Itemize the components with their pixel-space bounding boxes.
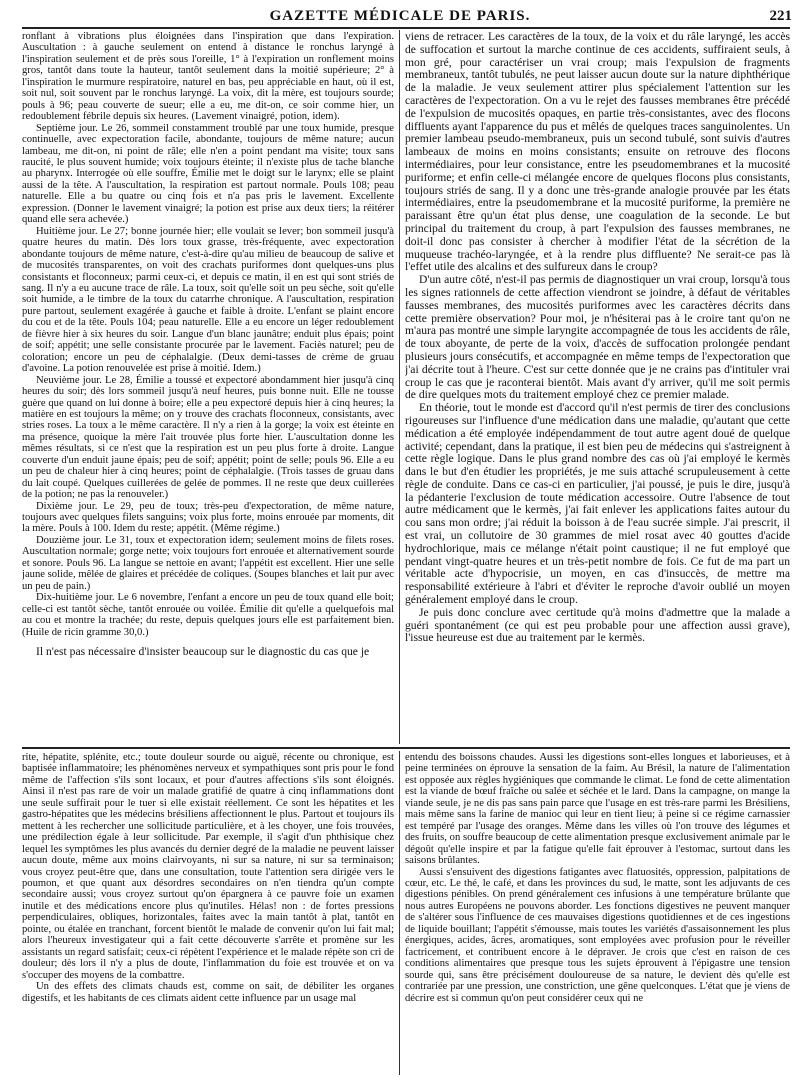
paragraph: Dixième jour. Le 29, peu de toux; très-peu d'expectoration, de même nature, toujours avec quelques filets sanguins; voix plus forte, moins enrouée par moments, dit la mère. Pouls à 100. Idem du reste; appétit. (Même régime.) [22, 500, 394, 535]
page-header [0, 6, 800, 28]
running-title: GAZETTE MÉDICALE DE PARIS. [269, 8, 531, 24]
page-number: 221 [769, 8, 792, 24]
paragraph: En théorie, tout le monde est d'accord qu'il n'est permis de tirer des conclusions rigoureuses sur l'influence d'une médication dans une maladie, qu'autant que cette médication a été employée indépendamment de tout autre agent doué de quelque activité; cependant, dans la pratique, il est bien peu de médecins qui s'astreignent à cette règle logique. Dans le plus grand nombre des cas où j'ai employé le kermès dans le but d'en étudier les propriétés, je me suis attaché scrupuleusement à cette règle de conduite. Dans ce cas-ci en particulier, j'ai poussé, je puis le dire, jusqu'à la pédanterie l'exclusion de toute médication accessoire. Outre l'absence de tout autre médicament que le kermès, j'ai fait enlever les applications faites autour du cou sans mon ordre; j'ai réduit la boisson à de l'eau sucrée simple. J'ai prescrit, il est vrai, un collutoire de 30 grammes de miel rosat avec 40 gouttes d'acide hydrochlorique, mais ce mélange n'était point caustique; il ne fut employé que pendant vingt-quatre heures et un très-petit nombre de fois. Ce fut de ma part un véritable acte d'hypocrisie, un moyen, en cas d'insuccès, de mettre ma responsabilité extérieure à l'abri et d'éviter le reproche d'avoir oublié un moyen généralement employé dans le croup. [405, 401, 790, 607]
top-column-divider [399, 30, 400, 744]
top-left-column [22, 31, 394, 745]
paragraph: ronflant à vibrations plus éloignées dans l'inspiration que dans l'expiration. Auscultation : à gauche seulement on entend à distance le ronchus laryngé à l'inspiration seulement et de près sous l'oreille, 1° à l'expiration un ronflement moins gros, tantôt dans toute la hauteur, tantôt seulement dans la moitié supérieure; 2° à l'inspiration le murmure respiratoire, naturel en bas, peu appréciable en haut, où il est, soit nul, soit souvent par le ronchus laryngé. La voix, dit la mère, est toujours sourde; pouls à 96; peau couverte de sueur; elle a eu, me dit-on, ce soir comme hier, un redoublement fébrile depuis six heures. (Lavement vinaigré, potion, idem). [22, 31, 394, 123]
paragraph: Neuvième jour. Le 28, Émilie a toussé et expectoré abondamment hier jusqu'à cinq heures du soir; dès lors sommeil jusqu'à neuf heures, puis bonne nuit. Elle ne tousse guère que quand on lui donne à boire; elle a peu expectoré depuis hier à cinq heures; la matière en est toujours la même; on y trouve des crachats floconneux, consistants, avec stries roses. La toux a le même caractère. Il n'y a rien à la gorge; la voix est éteinte en ma présence, quoique la mère l'ait trouvée plus forte hier. L'auscultation donne les mêmes résultats, si ce n'est que la respiration est un peu plus forte à droite. Langue couverte d'un enduit jaune épais; peu de soif; appétit; point de selle; pouls 96. Elle a eu un peu de chaleur hier à cinq heures; point de céphalalgie. (Trois tasses de gruau dans du lait coupé. Quelques cuillerées de gelée de pommes. Il ne reste que deux cuillerées de la potion; ne pas la renouveler.) [22, 374, 394, 501]
paragraph: Un des effets des climats chauds est, comme on sait, de débiliter les organes digestifs, et les habitants de ces climats aident cette influence par un usage mal [22, 981, 394, 1004]
top-right-column [405, 31, 790, 745]
paragraph: viens de retracer. Les caractères de la toux, de la voix et du râle laryngé, les accès de suffocation et surtout la marche continue de ces accidents, suffiraient seuls, à mon gré, pour caractériser un vrai croup; mais l'expulsion de fragments membraneux, tantôt tubulés, ne peut laisser aucun doute sur la nature diphthérique de la maladie. Je veux seulement attirer plus spécialement l'attention sur les caractères de l'expectoration. On a vu le rejet des fausses membranes être précédé de l'expulsion de mucosités opaques, en partie très-consistantes, avec des flocons diffluents ayant l'apparence du pus et mêlés de quelques traces sanguinolentes. Un premier lambeau pseudo-membraneux, puis un second tubulé, sont suivis d'autres lambeaux de moins en moins consistants; ensuite on retrouve des flocons intermédiaires, pour leur consistance, entre les pseudomembranes et la mucosité puriforme; et enfin celle-ci mélangée encore de quelques flocons plus consistants, toujours striés de sang. Il y a donc une très-grande analogie prouvée par les états intermédiaires, entre la pseudomembrane et la mucosité puriforme, la première ne paraissant être qu'un état plus dense, une coagulation de la seconde. Le but principal du traitement du croup, à part l'expulsion des fausses membranes, ne doit-il donc pas consister à chercher à modifier l'état de la sécrétion de la muqueuse trachéo-laryngée, et à la rendre plus diffluente? Ne serait-ce pas là l'effet utile des alcalins et des sulfureux dans le croup? [405, 31, 790, 274]
paragraph: Huitième jour. Le 27; bonne journée hier; elle voulait se lever; bon sommeil jusqu'à quatre heures du matin. Dès lors toux grasse, très-fréquente, avec expectoration abondante toujours de même nature, c'est-à-dire qu'au milieu de beaucoup de salive et de mucosités transparentes, on voit des crachats puriformes dont quelques-uns plus consistants et floconneux; parmi ceux-ci, et depuis ce matin, il en est qui sont striés de sang. Il n'y a eu aucune trace de râle. La toux, soit qu'elle soit un peu sèche, soit qu'elle soit humide, a le timbre de la toux du catarrhe chronique. A l'auscultation, respiration pure partout, seulement exagérée à gauche et faible à droite. L'enfant se plaint encore du cou et de la tête. Pouls 104; peau naturelle. Elle a eu encore un léger redoublement de fièvre hier à six heures du soir. Langue d'un blanc jaunâtre; enduit plus épais; point de soif; appétit; une selle consistante procurée par le lavement. Faciès naturel; peu de coloration; encore un peu de céphalalgie. (Deux demi-tasses de crème de gruau d'avoine. La potion renouvelée est prise à moitié. Idem.) [22, 225, 394, 375]
paragraph: Aussi s'ensuivent des digestions fatigantes avec flatuosités, oppression, palpitations de cœur, etc. Le thé, le café, et dans les provinces du sud, le matte, sont les adjuvants de ces digestions pénibles. On prend généralement ces infusions à une température brûlante que nous autres Européens ne pouvons aborder. Les fonctions digestives ne peuvent manquer de s'altérer sous l'influence de ces mauvaises digestions quotidiennes et de ces ingestions de liquide bouillant; l'appétit s'émousse, mais toutes les variétés d'assaisonnement les plus énergiques, acides, âcres, aromatiques, sont employées avec profusion pour le réveiller factricement, et contribuent encore à le dépraver. Je crois que c'est en raison de ces conditions alimentaires que presque tous les sujets éprouvent à l'épigastre une tension sourde qui, sans être précisément douloureuse de sa nature, le devient dès qu'elle est contrariée par une pression, une constriction, une gêne quelconques. L'état que je viens de décrire est si commun qu'on peut considérer ceux qui ne [405, 866, 790, 1004]
section-divider [22, 747, 790, 749]
paragraph: Septième jour. Le 26, sommeil constamment troublé par une toux humide, presque continuelle, avec expectoration facile, abondante, toujours de même nature; aucun lambeau, me dit-on, ni point de râle; elle n'en a point pendant ma visite; toux sans raucité, le plus souvent humide; voix toujours éteinte; il n'existe plus de tache blanche au pharynx. Interrogée où elle souffre, Émilie met le doigt sur le larynx; elle se plaint aussi de la tête. A l'auscultation, la respiration est partout normale. Pouls 108; peau naturelle. Elle a bu quatre ou cinq fois et n'a pas pris le lavement. Excellente expression. (Donner le lavement vinaigré; la potion est prise aux deux tiers; la réitérer quand elle sera achevée.) [22, 122, 394, 226]
paragraph: D'un autre côté, n'est-il pas permis de diagnostiquer un vrai croup, lorsqu'à tous les signes rationnels de cette affection viendront se joindre, à défaut de véritables fausses membranes, des mucosités puriformes avec les caractères décrits dans cette première observation? Pour moi, je n'hésiterai pas à le croire tant qu'on ne m'aura pas montré une simple laryngite accompagnée de tous les accidents de râle, de toux aboyante, de perte de la voix, d'accès de suffocation prolongée pendant plusieurs jours consécutifs, et accompagnée en même temps de l'expectoration que j'ai décrite tout à l'heure. C'est sur cette donnée que je ne crains pas d'intituler vrai croup le cas que je raconterai bientôt. Mais avant d'y arriver, qu'il me soit permis de dire quelques mots du traitement employé chez ce premier malade. [405, 273, 790, 402]
paragraph: Je puis donc conclure avec certitude qu'à moins d'admettre que la malade a guéri spontanément (ce qui est peu probable pour une affection aussi grave), l'issue heureuse est due au traitement par le kermès. [405, 605, 790, 645]
paragraph: Dix-huitième jour. Le 6 novembre, l'enfant a encore un peu de toux quand elle boit; celle-ci est tantôt sèche, tantôt enrouée ou voilée. Émilie dit qu'elle a quelquefois mal au cou et montre la trachée; du reste, depuis quelques jours elle est parfaitement bien. (Huile de ricin gramme 30,0.) [22, 592, 394, 638]
paragraph: Il n'est pas nécessaire d'insister beaucoup sur le diagnostic du cas que je [36, 645, 370, 659]
paragraph: Douzième jour. Le 31, toux et expectoration idem; seulement moins de filets roses. Auscultation normale; gorge nette; voix toujours fort enrouée et alternativement sourde et sonore. Pouls 96. La langue se nettoie en avant; l'appétit est excellent. Hier une selle jaune solide, mêlée de glaires et précédée de coliques. (Soupes blanches et lait pur avec un peu de pain.) [22, 534, 394, 592]
bottom-column-divider [399, 751, 400, 1075]
header-rule [22, 27, 790, 29]
paragraph: rite, hépatite, splénite, etc.; toute douleur sourde ou aiguë, récente ou chronique, est baptisée inflammatoire; les phénomènes nerveux et sympathiques sont pris pour le fond même de l'affection s'ils sont locaux, et pour d'autres affections s'ils sont éloignés. Ainsi il n'est pas rare de voir un malade gratifié de quatre à cinq inflammations dont une seule suffirait pour le tuer si elle existait réellement. Ce sont les hépatites et les gastro-hépatites que les médecins brésiliens affectionnent le plus. Partout et toujours ils mettent à les rechercher une sollicitude particulière, et à les choyer, une fois trouvées, une prédilection égale à leur sollicitude. Par exemple, il s'agit d'un phthisique chez lequel les symptômes les plus avancés du dernier degré de la maladie ne peuvent laisser aucun doute, même aux moins clairvoyants, ni sur sa nature, ni sur sa terminaison; vous croyez peut-être que, dans une consultation, toute l'attention sera dirigée vers le poumon, et que quant aux désordres secondaires on n'en tiendra qu'un compte secondaire aussi; vous croyez surtout qu'on épargnera à ce pauvre foie un examen inutile et des médications encore plus qu'inutiles. Hélas! non : de fortes pressions perpendiculaires, obliques, horizontales, faites avec la main tantôt à plat, tantôt en pointe, ou étalée en tranchant, forcent bientôt le malade de convenir qu'on lui fait mal; alors l'heureux investigateur qui a fait cette découverte s'arrête et promène sur les assistants un regard satisfait; ceux-ci répètent l'expérience et le malade répète son cri de douleur; dès lors il n'y a plus de doute, l'inflammation du foie est trouvée et on va s'occuper des moyens de la combattre. [22, 752, 394, 981]
bottom-left-column [22, 752, 394, 1076]
bottom-right-column [405, 752, 790, 1076]
paragraph: entendu des boissons chaudes. Aussi les digestions sont-elles longues et laborieuses, et à peine terminées on éprouve la sensation de la faim. Au Brésil, la nature de l'alimentation est opposée aux règles hygiéniques que commande le climat. Le fond de cette alimentation est la viande de bœuf fraîche ou salée et séchée et le lard. Dans la campagne, on mange la viande seule, je ne dis pas sans pain parce que l'usage en est très-rare parmi les Brésiliens, mais même sans la farine de manioc qui leur en tient lieu; à peine si ce régime carnassier est tempéré par l'usage des oranges. Même dans les villes où l'on trouve des légumes et des fruits, on souffre beaucoup de cette alimentation presque exclusivement animale par le dégoût qu'elle inspire et par la fatigue qu'elle fait éprouver à l'estomac, surtout dans les saisons brûlantes. [405, 752, 790, 867]
